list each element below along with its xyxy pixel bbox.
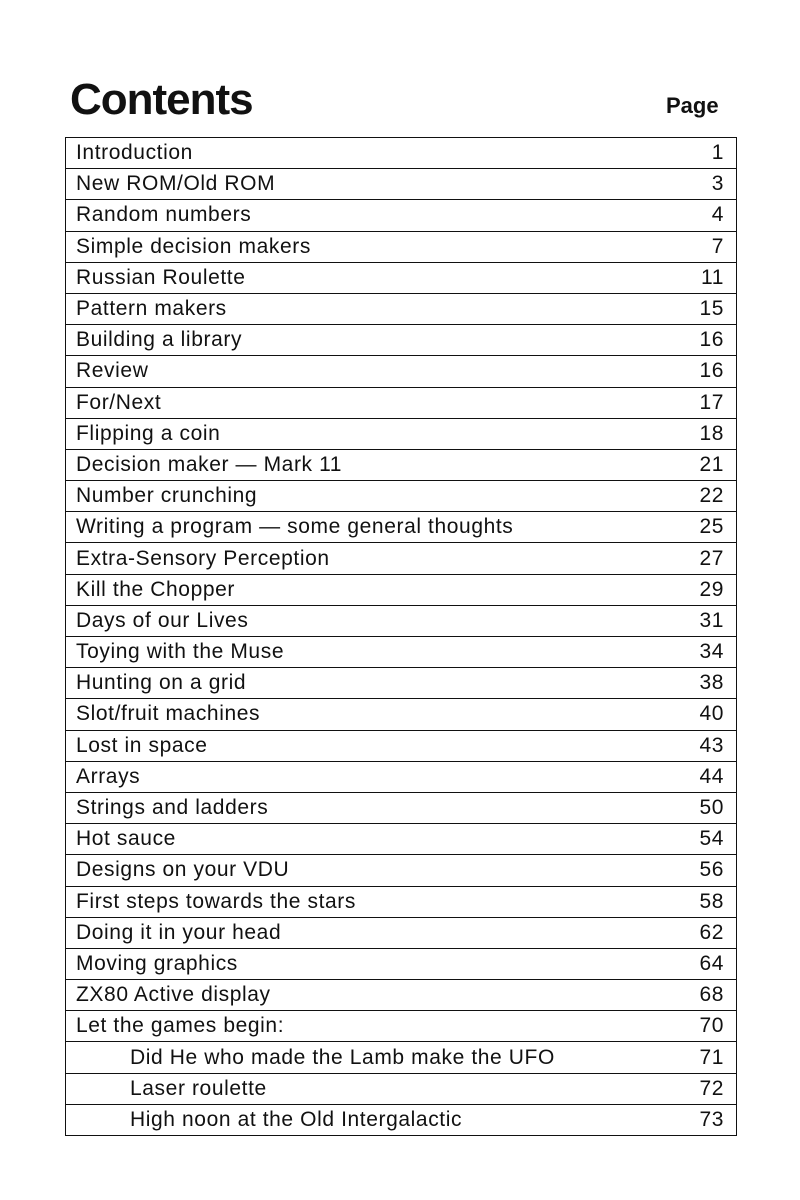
contents-row bbox=[66, 918, 736, 949]
contents-row bbox=[66, 606, 736, 637]
entry-title: Review bbox=[76, 359, 149, 383]
entry-page-number: 44 bbox=[699, 764, 724, 788]
entry-page-number: 11 bbox=[701, 265, 724, 289]
entry-page-number: 34 bbox=[699, 640, 724, 664]
entry-page-number: 56 bbox=[699, 858, 724, 882]
contents-row bbox=[66, 1042, 736, 1073]
entry-title: Kill the Chopper bbox=[76, 577, 236, 601]
entry-page-number: 38 bbox=[699, 671, 724, 695]
contents-row bbox=[66, 699, 736, 730]
entry-title: Lost in space bbox=[76, 733, 208, 757]
entry-title: Let the games begin: bbox=[76, 1014, 285, 1038]
entry-title: Days of our Lives bbox=[76, 608, 249, 632]
contents-row bbox=[66, 949, 736, 980]
entry-title: Russian Roulette bbox=[76, 265, 246, 289]
entry-page-number: 71 bbox=[699, 1045, 724, 1069]
entry-page-number: 43 bbox=[699, 733, 724, 757]
contents-row bbox=[66, 232, 736, 263]
contents-row bbox=[66, 481, 736, 512]
entry-page-number: 16 bbox=[699, 328, 724, 352]
entry-page-number: 1 bbox=[711, 141, 724, 165]
entry-page-number: 54 bbox=[699, 827, 724, 851]
contents-row bbox=[66, 731, 736, 762]
contents-row bbox=[66, 1074, 736, 1105]
contents-row bbox=[66, 855, 736, 886]
entry-page-number: 50 bbox=[699, 796, 724, 820]
contents-row bbox=[66, 356, 736, 387]
entry-page-number: 73 bbox=[699, 1107, 724, 1131]
entry-title: Hunting on a grid bbox=[76, 671, 247, 695]
contents-row bbox=[66, 512, 736, 543]
entry-title: Flipping a coin bbox=[76, 421, 221, 445]
contents-row bbox=[66, 1105, 736, 1136]
entry-title: Building a library bbox=[76, 328, 243, 352]
entry-title: Designs on your VDU bbox=[76, 858, 290, 882]
contents-row bbox=[66, 980, 736, 1011]
entry-title: Random numbers bbox=[76, 203, 252, 227]
entry-title: Decision maker — Mark 11 bbox=[76, 452, 343, 476]
entry-page-number: 17 bbox=[699, 390, 724, 414]
entry-page-number: 16 bbox=[699, 359, 724, 383]
entry-title: New ROM/Old ROM bbox=[76, 172, 276, 196]
contents-row bbox=[66, 138, 736, 169]
entry-page-number: 18 bbox=[699, 421, 724, 445]
entry-page-number: 15 bbox=[699, 297, 724, 321]
entry-title: Introduction bbox=[76, 141, 193, 165]
entry-title: Simple decision makers bbox=[76, 234, 311, 258]
contents-row bbox=[66, 637, 736, 668]
entry-page-number: 27 bbox=[699, 546, 724, 570]
page-column-label: Page bbox=[666, 93, 719, 118]
entry-page-number: 31 bbox=[699, 608, 724, 632]
entry-page-number: 7 bbox=[711, 234, 724, 258]
entry-title: Pattern makers bbox=[76, 297, 227, 321]
entry-page-number: 40 bbox=[699, 702, 724, 726]
entry-title: Arrays bbox=[76, 764, 141, 788]
contents-row bbox=[66, 543, 736, 574]
entry-page-number: 29 bbox=[699, 577, 724, 601]
contents-table bbox=[65, 137, 737, 1136]
contents-row bbox=[66, 169, 736, 200]
contents-row bbox=[66, 1011, 736, 1042]
entry-page-number: 58 bbox=[699, 889, 724, 913]
entry-page-number: 72 bbox=[699, 1076, 724, 1100]
entry-title: Toying with the Muse bbox=[76, 640, 285, 664]
entry-page-number: 62 bbox=[699, 920, 724, 944]
entry-title: Slot/fruit machines bbox=[76, 702, 261, 726]
entry-page-number: 68 bbox=[699, 983, 724, 1007]
contents-row bbox=[66, 762, 736, 793]
contents-row bbox=[66, 450, 736, 481]
contents-row bbox=[66, 887, 736, 918]
entry-title: Extra-Sensory Perception bbox=[76, 546, 330, 570]
contents-row bbox=[66, 824, 736, 855]
contents-row bbox=[66, 325, 736, 356]
entry-page-number: 70 bbox=[699, 1014, 724, 1038]
contents-row bbox=[66, 200, 736, 231]
contents-row bbox=[66, 294, 736, 325]
entry-title: Writing a program — some general thoughts bbox=[76, 515, 514, 539]
entry-title: Number crunching bbox=[76, 484, 258, 508]
contents-row bbox=[66, 575, 736, 606]
entry-title: First steps towards the stars bbox=[76, 889, 356, 913]
entry-title: Strings and ladders bbox=[76, 796, 269, 820]
entry-title: Doing it in your head bbox=[76, 920, 282, 944]
entry-title: Moving graphics bbox=[76, 951, 238, 975]
contents-row bbox=[66, 793, 736, 824]
contents-row bbox=[66, 668, 736, 699]
entry-title: Laser roulette bbox=[130, 1076, 267, 1100]
contents-row bbox=[66, 263, 736, 294]
contents-row bbox=[66, 419, 736, 450]
entry-page-number: 3 bbox=[711, 172, 724, 196]
entry-title: For/Next bbox=[76, 390, 162, 414]
contents-row bbox=[66, 388, 736, 419]
entry-page-number: 4 bbox=[711, 203, 724, 227]
entry-title: ZX80 Active display bbox=[76, 983, 271, 1007]
entry-page-number: 22 bbox=[699, 484, 724, 508]
page-title: Contents bbox=[70, 75, 253, 124]
entry-title: High noon at the Old Intergalactic bbox=[130, 1107, 463, 1131]
entry-page-number: 25 bbox=[699, 515, 724, 539]
entry-title: Hot sauce bbox=[76, 827, 176, 851]
entry-page-number: 21 bbox=[699, 452, 724, 476]
entry-page-number: 64 bbox=[699, 951, 724, 975]
entry-title: Did He who made the Lamb make the UFO bbox=[130, 1045, 555, 1069]
